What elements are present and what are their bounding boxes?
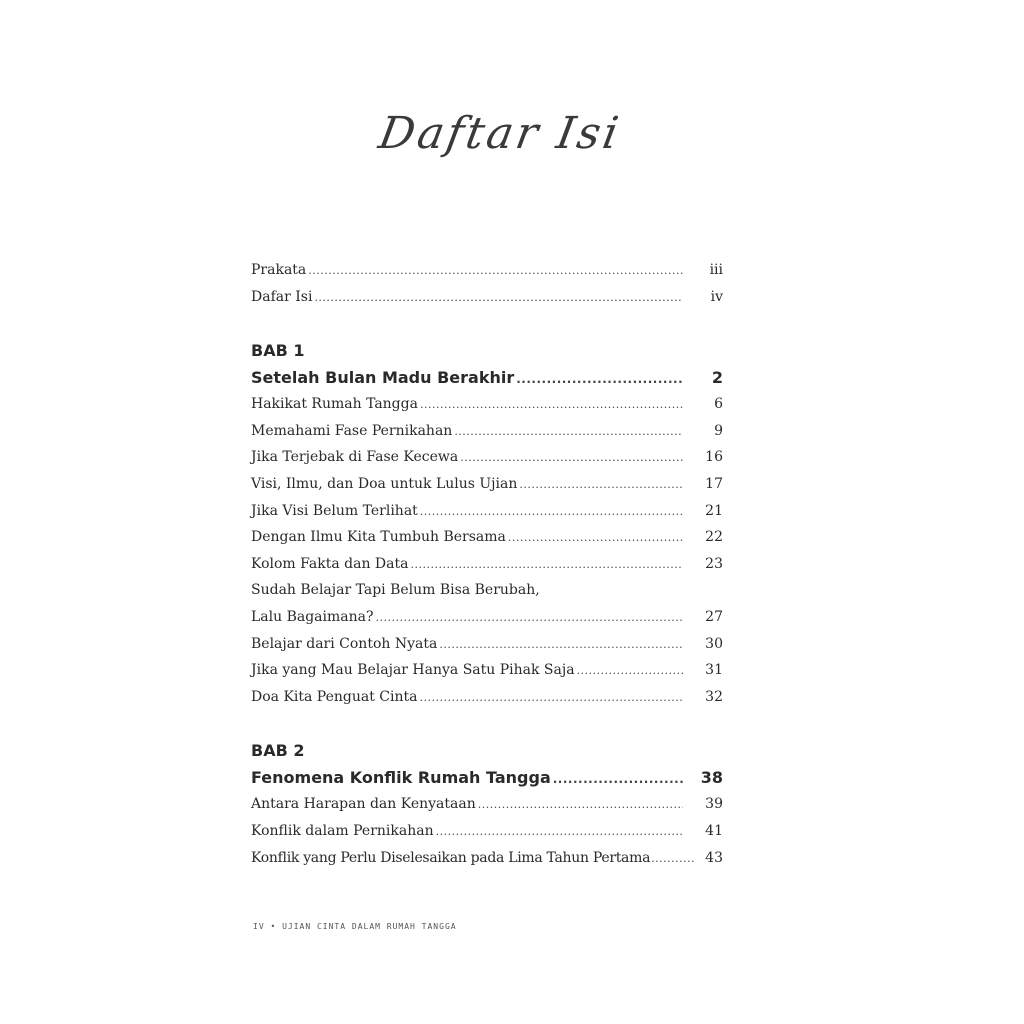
toc-entry-page: 21 [705, 502, 723, 519]
toc-entry-label: Jika yang Mau Belajar Hanya Satu Pihak Saja [251, 662, 575, 679]
toc-entry [251, 791, 723, 818]
toc-entry-label: Hakikat Rumah Tangga [251, 396, 418, 413]
toc-entry-label: Prakata [251, 262, 307, 278]
toc-entry-page: 23 [705, 555, 723, 572]
toc-entry [251, 631, 723, 658]
table-of-contents [251, 257, 723, 871]
chapter-page: 2 [711, 368, 723, 388]
chapter-number: BAB 2 [251, 741, 305, 761]
toc-entry-page: 30 [705, 635, 723, 652]
chapter-number: BAB 1 [251, 341, 305, 361]
toc-entry-page: 43 [705, 849, 723, 866]
toc-entry-label: Doa Kita Penguat Cinta [251, 688, 418, 705]
toc-entry-page: 22 [705, 529, 723, 546]
toc-entry-page: 39 [705, 796, 723, 813]
toc-entry [251, 524, 723, 551]
dot-leader [454, 419, 683, 446]
toc-entry [251, 498, 723, 525]
toc-entry-page: iv [710, 288, 723, 305]
toc-entry [251, 657, 723, 684]
toc-entry-page: 32 [705, 688, 723, 705]
toc-entry-page: 6 [714, 396, 723, 413]
toc-entry-label: Visi, Ilmu, dan Doa untuk Lulus Ujian [251, 475, 518, 492]
toc-entry [251, 604, 723, 631]
toc-entry-label: Dengan Ilmu Kita Tumbuh Bersama [251, 529, 506, 546]
toc-entry-page: 27 [705, 608, 723, 625]
toc-entry-page: 16 [705, 449, 723, 466]
toc-entry-page: 9 [714, 422, 723, 439]
toc-entry-label: Konflik yang Perlu Diselesaikan pada Lima Tahun Pertama [251, 849, 651, 866]
toc-entry [251, 471, 723, 498]
page-title: Daftar Isi [375, 108, 625, 159]
toc-entry-label: Jika Terjebak di Fase Kecewa [251, 449, 459, 466]
toc-entry [251, 444, 723, 471]
chapter-title: Fenomena Konflik Rumah Tangga [251, 768, 551, 788]
toc-entry-label-continued: Lalu Bagaimana? [251, 608, 374, 625]
toc-entry-label: Jika Visi Belum Terlihat [251, 502, 418, 519]
dot-leader [436, 819, 683, 846]
chapter-title: Setelah Bulan Madu Berakhir [251, 368, 515, 388]
toc-entry [251, 684, 723, 711]
toc-entry-label: Memahami Fase Pernikahan [251, 422, 453, 439]
toc-entry-label: Belajar dari Contoh Nyata [251, 635, 438, 652]
dot-leader [439, 632, 683, 659]
dot-leader [651, 846, 695, 873]
page-footer: IV • UJIAN CINTA DALAM RUMAH TANGGA [253, 922, 457, 931]
dot-leader [376, 605, 684, 632]
toc-entry [251, 418, 723, 445]
dot-leader [519, 472, 683, 499]
chapter-title-row [251, 764, 723, 791]
chapter-title-row [251, 364, 723, 391]
toc-entry-page: 41 [705, 822, 723, 839]
toc-entry-page: 31 [705, 662, 723, 679]
dot-leader [553, 766, 683, 793]
toc-entry [251, 551, 723, 578]
dot-leader [420, 499, 683, 526]
dot-leader [460, 445, 683, 472]
toc-entry-page: iii [709, 262, 723, 278]
dot-leader [516, 366, 683, 393]
dot-leader [308, 258, 683, 285]
toc-entry [251, 845, 723, 872]
toc-entry-label: Sudah Belajar Tapi Belum Bisa Berubah, [251, 582, 540, 599]
dot-leader [508, 525, 683, 552]
toc-entry [251, 818, 723, 845]
toc-entry [251, 391, 723, 418]
toc-entry-first-line [251, 577, 723, 604]
dot-leader [314, 285, 683, 312]
toc-entry-page: 17 [705, 475, 723, 492]
toc-entry [251, 257, 723, 284]
dot-leader [577, 658, 683, 685]
toc-entry-label: Konflik dalam Pernikahan [251, 822, 434, 839]
toc-entry-label: Antara Harapan dan Kenyataan [251, 796, 476, 813]
dot-leader [478, 792, 683, 819]
toc-entry-label: Dafar Isi [251, 288, 313, 305]
chapter-page: 38 [700, 768, 723, 788]
toc-entry [251, 284, 723, 311]
dot-leader [420, 392, 683, 419]
toc-entry-label: Kolom Fakta dan Data [251, 555, 409, 572]
dot-leader [419, 685, 683, 712]
dot-leader [410, 552, 683, 579]
